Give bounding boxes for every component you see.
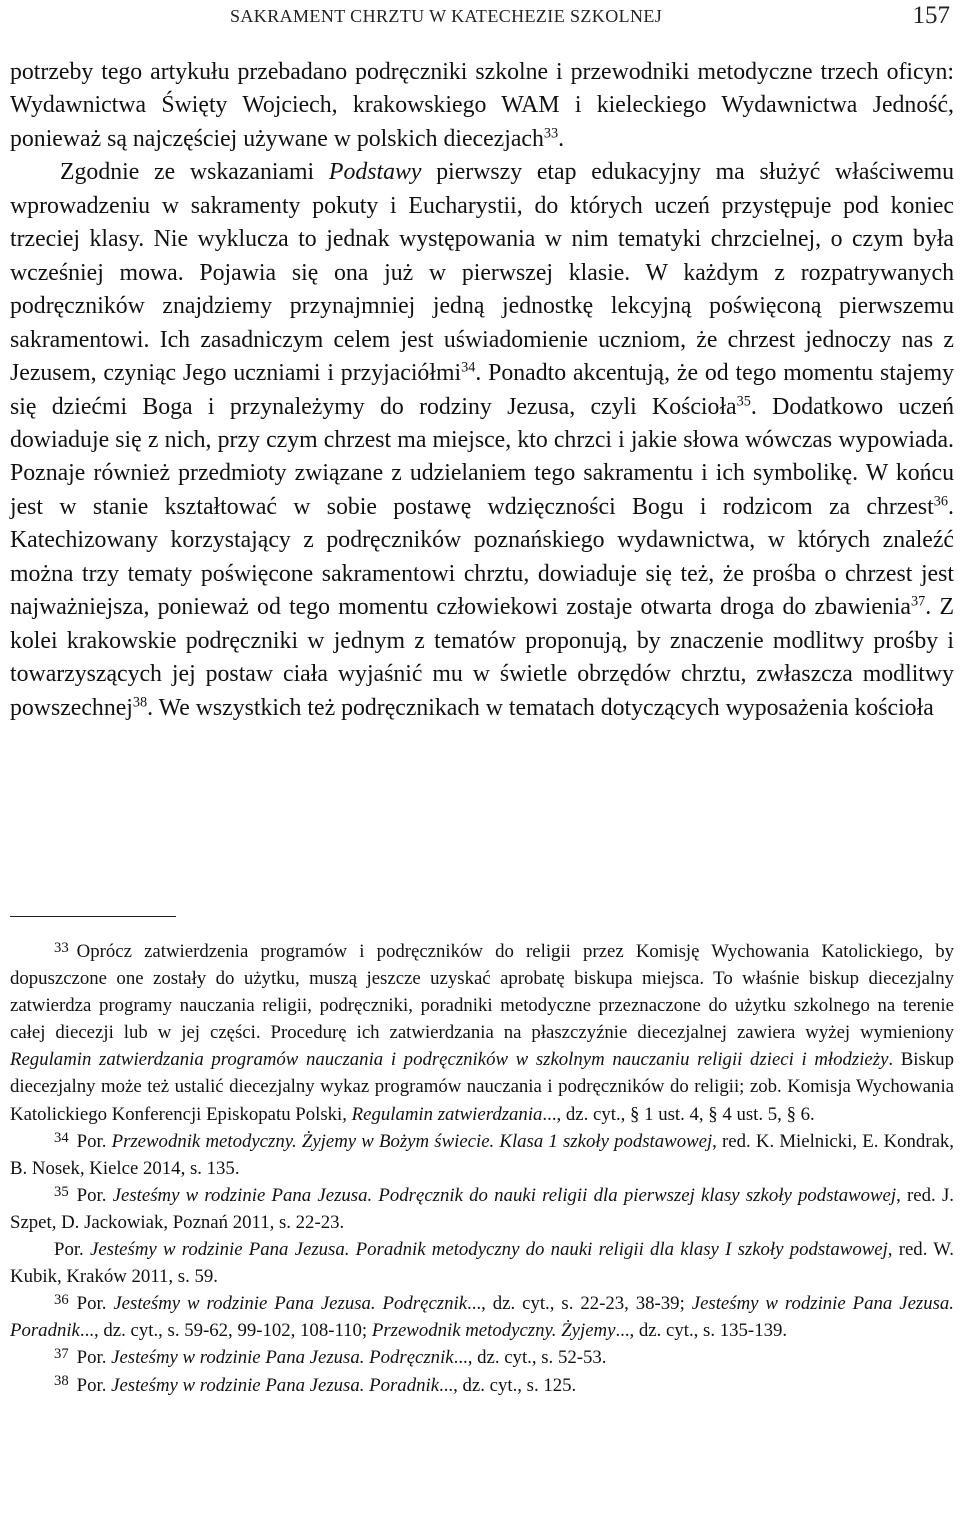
text-run: . Z kolei krakowskie podręczniki w jednym z tematów proponują, by znaczenie modlitwy prośby i towarzyszących jej postaw ciała wyjaśnić mu w świetle obrzędów chrztu, zwłaszcza modlitwy powszechnej (10, 594, 954, 721)
footnote-ref-34[interactable]: 34 (461, 359, 476, 376)
text-run: Por. (54, 1239, 90, 1261)
text-run: Por. (76, 1184, 113, 1206)
paragraph-1 (10, 56, 954, 156)
text-run: Por. (76, 1293, 114, 1315)
italic-title: Jesteśmy w rodzinie Pana Jezusa. Podręcznik (111, 1347, 454, 1369)
italic-title: Jesteśmy w rodzinie Pana Jezusa. Poradnik (10, 1293, 955, 1342)
text-run: . Ponadto akcentują, że od tego momentu stajemy się dziećmi Boga i przynależymy do rodziny Jezusa, czyli Kościoła (10, 360, 954, 420)
text-run: Por. (76, 1374, 112, 1396)
text-run: Por. (76, 1347, 112, 1369)
text-run: ..., dz. cyt., s. 135-139. (615, 1320, 788, 1342)
footnote-35-continued (10, 1236, 954, 1290)
text-run: ..., dz. cyt., s. 59-62, 99-102, 108-110; (79, 1320, 372, 1342)
footnote-ref-33[interactable]: 33 (543, 125, 559, 142)
footnote-separator (10, 916, 176, 917)
page-number: 157 (912, 2, 950, 29)
footnotes (10, 938, 954, 1399)
paragraph-2 (10, 156, 954, 725)
footnote-35 (10, 1182, 954, 1236)
footnote-34 (10, 1128, 954, 1182)
footnote-36 (10, 1290, 954, 1344)
text-run: ..., dz. cyt., § 1 ust. 4, § 4 ust. 5, § 6. (542, 1103, 815, 1125)
footnote-number: 34 (54, 1129, 69, 1146)
text-run: pierwszy etap edukacyjny ma służyć właściwemu wprowadzeniu w sakramenty pokuty i Eucharystii, do których uczeń przystępuje pod koniec trzeciej klasy. Nie wyklucza to jednak występowania w nim tematyki chrzcielnej, o czym była wcześniej mowa. Pojawia się ona już w pierwszej klasie. W każdym z rozpatrywanych podręczników znajdziemy przynajmniej jedną jednostkę lekcyjną poświęconą pierwszemu sakramentowi. Ich zasadniczym celem jest uświadomienie uczniom, że chrzest jednoczy nas z Jezusem, czyniąc Jego uczniami i przyjaciółmi (10, 159, 954, 387)
footnote-38 (10, 1372, 954, 1399)
running-header (10, 0, 954, 34)
footnote-ref-37[interactable]: 37 (911, 593, 926, 610)
text-run: . We wszystkich też podręcznikach w tematach dotyczących wyposażenia kościoła (147, 694, 934, 721)
text-run: ..., dz. cyt., s. 125. (439, 1374, 577, 1396)
italic-title: Regulamin zatwierdzania programów nauczania i podręczników w szkolnym nauczaniu religii dzieci i młodzieży (10, 1049, 889, 1071)
text-run: . Dodatkowo uczeń dowiaduje się z nich, przy czym chrzest ma miejsce, kto chrzci i jakie słowa wówczas wypowiada. Poznaje również przedmioty związane z udzielaniem tego sakramentu i ich symbolikę. W końcu jest w stanie kształtować w sobie postawę wdzięczności Bogu i rodzicom za chrzest (10, 393, 954, 520)
text-run: Zgodnie ze wskazaniami (60, 159, 329, 186)
text-run: Oprócz zatwierdzenia programów i podręczników do religii przez Komisję Wychowania Katolickiego, by dopuszczone one zostały do użytku, muszą jeszcze uzyskać aprobatę biskupa miejsca. To właśnie biskup diecezjalny zatwierdza programy nauczania religii, podręczniki, poradniki metodyczne przeznaczone do użytku szkolnego na terenie całej diecezji lub w jej części. Procedurę ich zatwierdzania na płaszczyźnie diecezjalnej zawiera wyżej wymieniony (10, 941, 954, 1044)
text-run: . Katechizowany korzystający z podręczników poznańskiego wydawnictwa, w których znaleźć można trzy tematy poświęcone sakramentowi chrztu, dowiaduje się też, że prośba o chrzest jest najważniejsza, ponieważ od tego momentu człowiekowi zostaje otwarta droga do zbawienia (10, 493, 954, 621)
footnote-ref-38[interactable]: 38 (132, 694, 148, 711)
footnote-37 (10, 1344, 954, 1371)
running-title: SAKRAMENT CHRZTU W KATECHEZIE SZKOLNEJ (230, 6, 663, 26)
italic-title: Podstawy (328, 159, 422, 186)
text-run: . Biskup diecezjalny może też ustalić diecezjalny wykaz programów nauczania i podręczników do religii; zob. Komisja Wychowania Katolickiego Konferencji Episkopatu Polski, (10, 1049, 954, 1125)
footnote-ref-35[interactable]: 35 (736, 392, 751, 409)
italic-title: Jesteśmy w rodzinie Pana Jezusa. Podręcznik (113, 1293, 468, 1315)
text-run: , red. J. Szpet, D. Jackowiak, Poznań 2011, s. 22-23. (10, 1184, 954, 1233)
footnote-number: 37 (54, 1346, 69, 1363)
body-text (10, 56, 954, 725)
footnote-number: 35 (54, 1183, 69, 1200)
footnote-number: 38 (54, 1373, 69, 1390)
text-run: ..., dz. cyt., s. 22-23, 38-39; (467, 1293, 692, 1315)
text-run: ..., dz. cyt., s. 52-53. (453, 1347, 607, 1369)
text-run: , red. W. Kubik, Kraków 2011, s. 59. (10, 1239, 954, 1288)
italic-title: Jesteśmy w rodzinie Pana Jezusa. Poradnik (111, 1374, 440, 1396)
footnote-33 (10, 938, 954, 1128)
text-run: potrzeby tego artykułu przebadano podręczniki szkolne i przewodniki metodyczne trzech oficyn: Wydawnictwa Święty Wojciech, krakowskiego WAM i kieleckiego Wydawnictwa Jedność, ponieważ są najczęściej używane w polskich diecezjach (10, 59, 954, 152)
italic-title: Regulamin zatwierdzania (351, 1103, 543, 1125)
italic-title: Jesteśmy w rodzinie Pana Jezusa. Podręcznik do nauki religii dla pierwszej klasy szkoły podstawowej (112, 1184, 897, 1206)
italic-title: Jesteśmy w rodzinie Pana Jezusa. Poradnik metodyczny do nauki religii dla klasy I szkoły podstawowej (89, 1239, 888, 1261)
italic-title: Przewodnik metodyczny. Żyjemy w Bożym świecie. Klasa 1 szkoły podstawowej (111, 1130, 713, 1152)
footnote-ref-36[interactable]: 36 (933, 493, 949, 510)
italic-title: Przewodnik metodyczny. Żyjemy (371, 1320, 616, 1342)
text-run: Por. (76, 1130, 112, 1152)
text-run: , red. K. Mielnicki, E. Kondrak, B. Nosek, Kielce 2014, s. 135. (10, 1130, 954, 1179)
footnote-number: 33 (54, 939, 69, 956)
text-run: . (558, 125, 565, 152)
footnote-number: 36 (54, 1292, 69, 1309)
